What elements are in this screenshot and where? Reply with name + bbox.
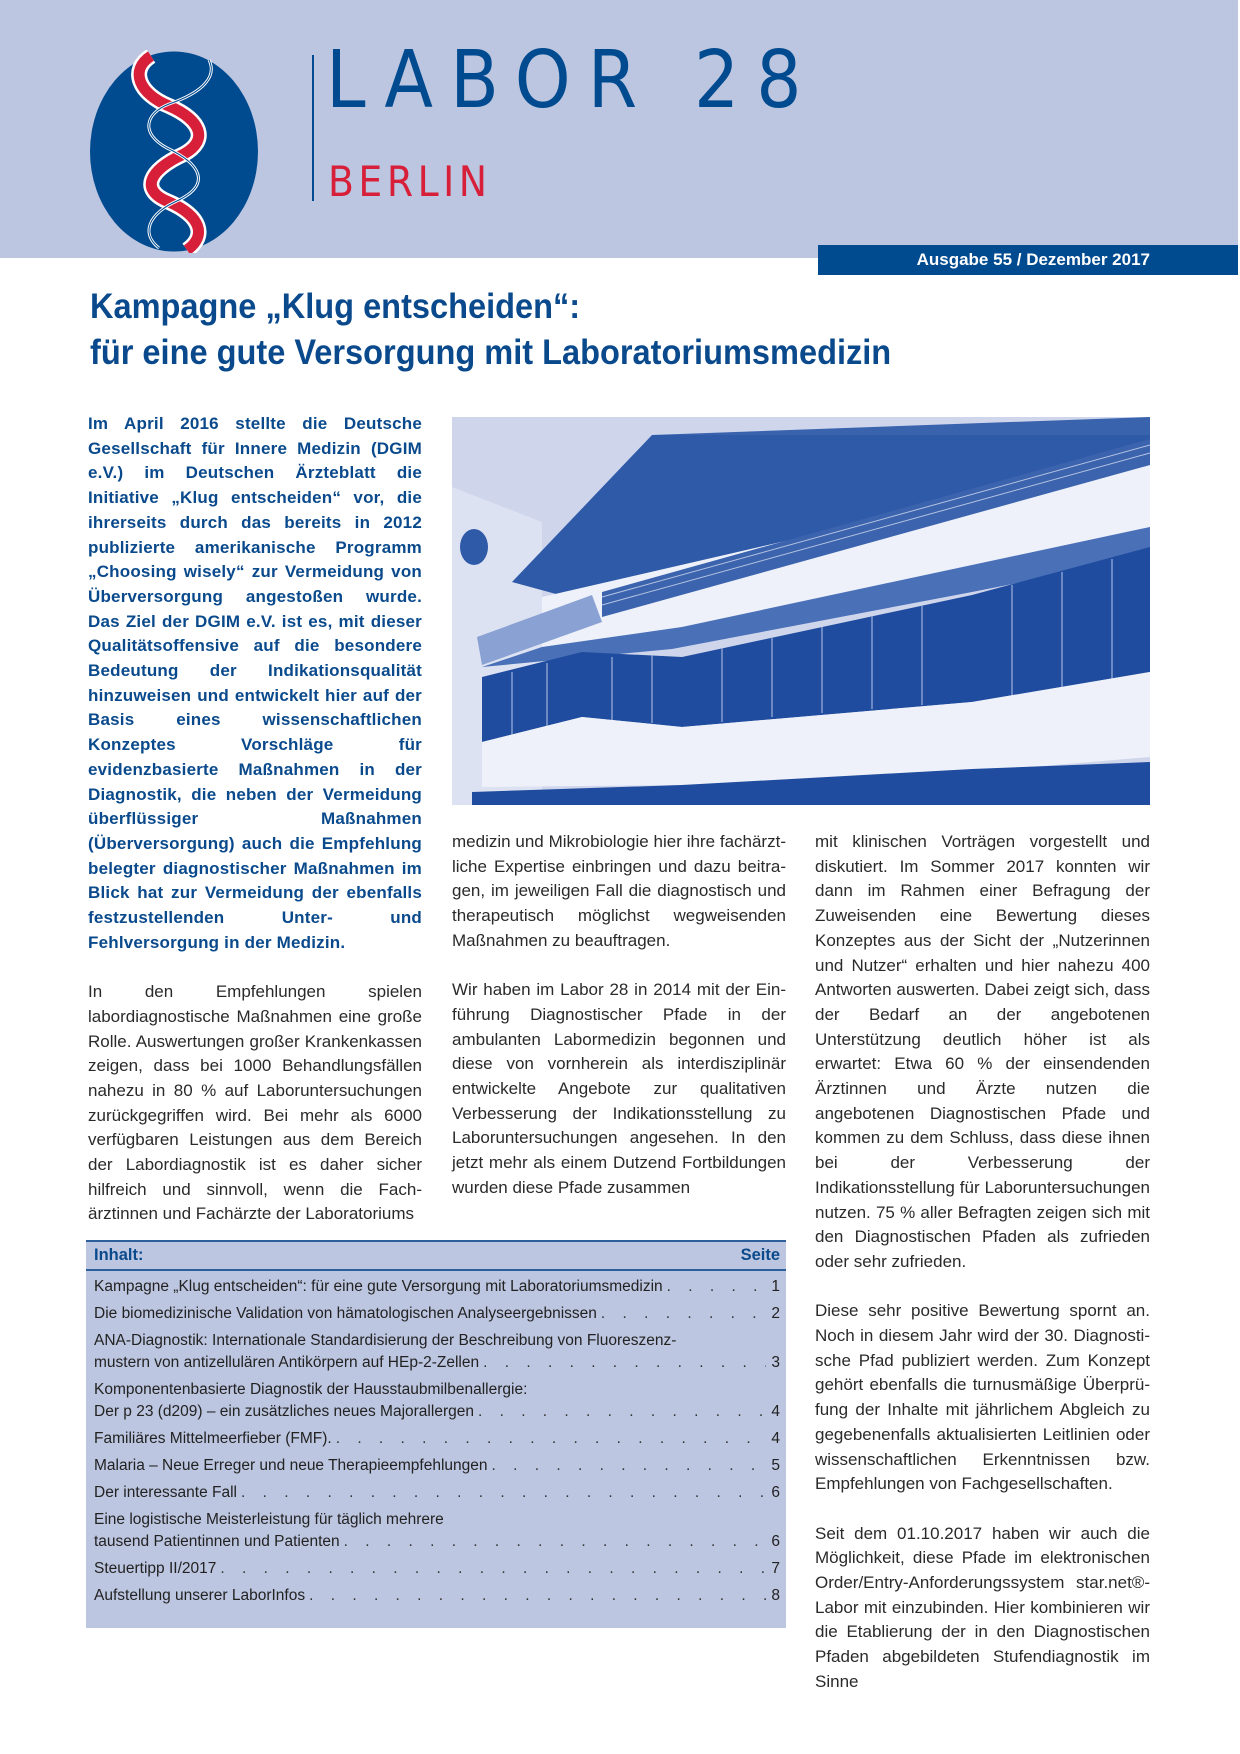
- toc-item-title: Kampagne „Klug entscheiden“: für eine gute Versorgung mit Laboratoriumsmedizin: [94, 1278, 663, 1295]
- toc-item[interactable]: [94, 1379, 780, 1423]
- toc-leader-dots: [667, 1276, 766, 1298]
- paragraph: mit klinischen Vorträgen vorgestellt und diskutiert. Im Sommer 2017 konnten wir dann im Rahmen einer Befragung der Zuweisenden eine Bewertung dieses Konzeptes aus der Sicht der „Nutzerinnen und Nutzer“ erhalten und hier nahezu 400 Antworten auswerten. Dabei zeigt sich, dass der Bedarf an der angebotenen Unterstützung deutlich höher ist als erwartet: Etwa 60 % der einsendenden Ärztinnen und Ärzte nutzen die angebotenen Diagnostischen Pfade und kommen zu dem Schluss, dass diese ihnen bei der Verbesserung der Indikationsstellung für Laboruntersuchungen nutzen. 75 % aller Befragten zeigen sich mit den Diagnostischen Pfaden als zufrieden oder sehr zufrieden.: [815, 832, 1150, 1271]
- toc-leader-dots: [336, 1428, 766, 1450]
- dna-helix-logo-icon: [89, 50, 259, 253]
- toc-item-title: Aufstellung unserer LaborInfos: [94, 1587, 306, 1604]
- paragraph: In den Empfehlungen spielen labordiagnostische Maßnahmen eine große Rolle. Auswertungen großer Krankenkassen zeigen, dass bei 1000 Behandlungsfällen nahezu in 80 % auf Laboruntersuchungen zurückgegriffen wird. Bei mehr als 6000 verfügbaren Leistungen aus dem Bereich der Labordiagnostik ist es daher sicher hilfreich und sinnvoll, wenn die Fachärztinnen und Fachärzte der Laboratoriums: [88, 982, 422, 1224]
- paragraph: medizin und Mikrobiologie hier ihre fachärztliche Expertise einbringen und dazu beitragen, im jeweiligen Fall die diagnostisch und therapeutisch möglichst wegweisenden Maßnahmen zu beauftragen.: [452, 832, 786, 950]
- toc-item-page: 6: [771, 1484, 780, 1501]
- toc-item-title-line-1: Komponentenbasierte Diagnostik der Hausstaubmilbenallergie:: [94, 1381, 528, 1398]
- toc-item-title-line-1: ANA-Diagnostik: Internationale Standardisierung der Beschreibung von Fluoreszenz-: [94, 1332, 677, 1349]
- toc-leader-dots: [220, 1558, 766, 1580]
- column-1: [88, 412, 422, 1227]
- toc-item-page: 6: [771, 1533, 780, 1550]
- toc-item-page: 1: [771, 1278, 780, 1295]
- toc-item[interactable]: [94, 1482, 780, 1504]
- paragraph: Diese sehr positive Bewertung spornt an. Noch in diesem Jahr wird der 30. Diagnostische Pfad publiziert werden. Zum Konzept gehört ebenfalls die turnusmäßige Überprüfung der Inhalte mit jährlichem Abgleich zu gegebenenfalls aktualisierten Leitlinien oder wissenschaftlichen Erkenntnissen bzw. Empfehlungen von Fachgesellschaften.: [815, 1301, 1150, 1494]
- toc-page-heading: Seite: [740, 1246, 780, 1264]
- table-of-contents: [86, 1240, 786, 1628]
- toc-leader-dots: [344, 1531, 766, 1553]
- toc-item-page: 4: [771, 1430, 780, 1447]
- toc-item[interactable]: [94, 1558, 780, 1580]
- toc-item[interactable]: [94, 1276, 780, 1298]
- toc-item[interactable]: [94, 1585, 780, 1607]
- toc-item-title: Malaria – Neue Erreger und neue Therapieempfehlungen: [94, 1457, 488, 1474]
- brand-divider: [312, 55, 314, 201]
- column-2: [452, 830, 786, 1201]
- toc-item-title: Steuertipp II/2017: [94, 1560, 217, 1577]
- toc-item-page: 5: [771, 1457, 780, 1474]
- toc-item[interactable]: [94, 1509, 780, 1553]
- article-lead: Im April 2016 stellte die Deutsche Gesellschaft für Innere Medizin (DGIM e.V.) im Deutschen Ärzteblatt die Initiative „Klug entscheiden“ vor, die ihrerseits durch das bereits in 2012 publizierte amerikanische Programm „Choosing wisely“ zur Vermeidung von Überversorgung angestoßen wurde. Das Ziel der DGIM e.V. ist es, mit dieser Qualitätsoffensive auf die besondere Bedeutung der Indikationsqualität hinzuweisen und entwickelt hier auf der Basis eines wissenschaftlichen Konzeptes Vorschläge für evidenzbasierte Maßnahmen in der Diagnostik, die neben der Vermeidung überflüssiger Maßnahmen (Überversorgung) auch die Empfehlung belegter diagnostischer Maßnahmen im Blick hat zur Vermeidung der ebenfalls festzustellenden Unter- und Fehlversorgung in der Medizin.: [88, 414, 422, 952]
- toc-item[interactable]: [94, 1455, 780, 1477]
- brand-city: BERLIN: [328, 157, 492, 206]
- toc-item-page: 3: [771, 1354, 780, 1371]
- building-photo: [452, 417, 1150, 805]
- toc-leader-dots: [483, 1352, 766, 1374]
- paragraph: Wir haben im Labor 28 in 2014 mit der Einführung Diagnostischer Pfade in der ambulanten Labormedizin begonnen und diese von vornherein als interdisziplinär entwickelte Angebote zur qualitativen Verbesserung der Indikationsstellung zu Laboruntersuchungen angesehen. In den jetzt mehr als einem Dutzend Fortbildungen wurden diese Pfade zusammen: [452, 980, 786, 1197]
- toc-leader-dots: [241, 1482, 766, 1504]
- column-3: [815, 830, 1150, 1695]
- toc-item-title: mustern von antizellulären Antikörpern auf HEp-2-Zellen: [94, 1354, 480, 1371]
- issue-badge: Ausgabe 55 / Dezember 2017: [818, 245, 1238, 275]
- toc-item-title: Der p 23 (d209) – ein zusätzliches neues Majorallergen: [94, 1403, 474, 1420]
- toc-heading: Inhalt:: [94, 1246, 144, 1264]
- toc-item[interactable]: [94, 1303, 780, 1325]
- toc-header: [86, 1242, 786, 1271]
- toc-leader-dots: [492, 1455, 766, 1477]
- brand-name: LABOR 28: [326, 34, 819, 126]
- toc-list: [86, 1271, 786, 1607]
- toc-item[interactable]: [94, 1330, 780, 1374]
- article-title: [90, 284, 1076, 376]
- masthead: [0, 0, 1238, 258]
- paragraph: Seit dem 01.10.2017 haben wir auch die Möglichkeit, diese Pfade im elektronischen Order/Entry-Anforderungssystem star.net®-Labor mit einzubinden. Hier kombinieren wir die Etablierung der in den Diagnostischen Pfaden abgebildeten Stufendiagnostik im Sinne: [815, 1523, 1150, 1691]
- toc-leader-dots: [601, 1303, 766, 1325]
- building-photo-icon: [452, 417, 1150, 805]
- toc-item-title: tausend Patientinnen und Patienten: [94, 1533, 340, 1550]
- article-title-line-2: für eine gute Versorgung mit Laboratoriumsmedizin: [90, 333, 892, 372]
- toc-leader-dots: [478, 1401, 766, 1423]
- toc-item[interactable]: [94, 1428, 780, 1450]
- toc-item-page: 8: [771, 1587, 780, 1604]
- toc-item-title: Der interessante Fall: [94, 1484, 238, 1501]
- toc-leader-dots: [309, 1585, 766, 1607]
- article-title-line-1: Kampagne „Klug entscheiden“:: [90, 287, 581, 326]
- toc-item-title: Familiäres Mittelmeerfieber (FMF).: [94, 1430, 332, 1447]
- toc-item-page: 4: [771, 1403, 780, 1420]
- toc-item-page: 7: [771, 1560, 780, 1577]
- toc-item-title: Die biomedizinische Validation von hämatologischen Analyseergebnissen: [94, 1305, 597, 1322]
- toc-item-title-line-1: Eine logistische Meisterleistung für täglich mehrere: [94, 1511, 444, 1528]
- toc-item-page: 2: [771, 1305, 780, 1322]
